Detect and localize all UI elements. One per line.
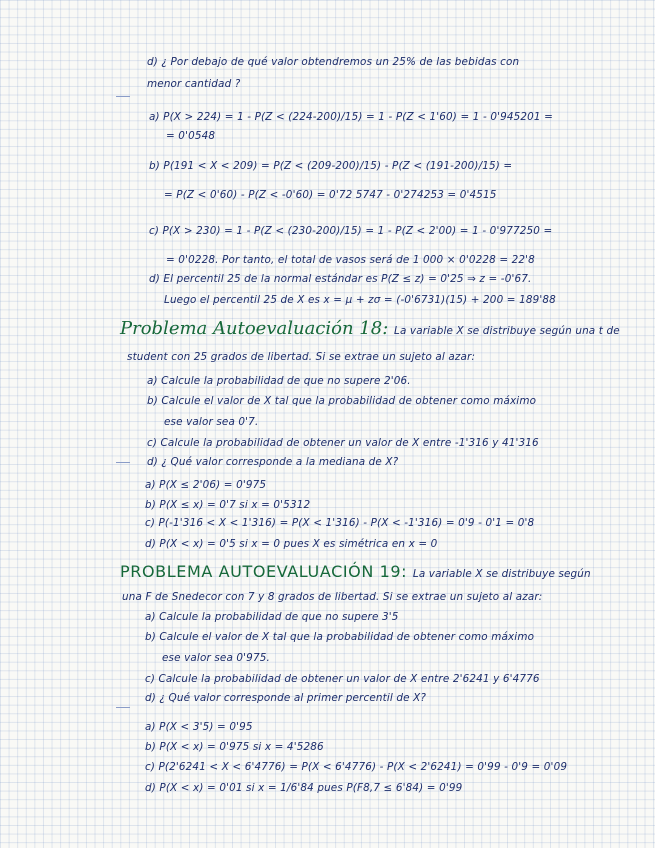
text-line: d) P(X < x) = 0'01 si x = 1/6'84 pues P(F8,7 ≤ 6'84) = 0'99: [145, 782, 463, 794]
text-line: student con 25 grados de libertad. Si se extrae un sujeto al azar:: [127, 351, 476, 363]
text-line: c) Calcule la probabilidad de obtener un valor de X entre -1'316 y 41'316: [147, 437, 539, 449]
text-line: d) P(X < x) = 0'5 si x = 0 pues X es simétrica en x = 0: [145, 538, 438, 550]
text-line: a) P(X < 3'5) = 0'95: [145, 721, 253, 733]
problem-18-heading: Problema Autoevaluación 18:: [120, 318, 389, 339]
text-line: b) Calcule el valor de X tal que la probabilidad de obtener como máximo: [147, 395, 537, 407]
text-line: c) P(X > 230) = 1 - P(Z < (230-200)/15) = 1 - P(Z < 2'00) = 1 - 0'977250 =: [149, 225, 553, 237]
text-line: menor cantidad ?: [147, 78, 241, 90]
text-line: c) Calcule la probabilidad de obtener un valor de X entre 2'6241 y 6'4776: [145, 673, 540, 685]
text-line: a) Calcule la probabilidad de que no supere 2'06.: [147, 375, 411, 387]
margin-mark: [116, 96, 130, 97]
text-line: a) Calcule la probabilidad de que no supere 3'5: [145, 611, 399, 623]
text-line: una F de Snedecor con 7 y 8 grados de libertad. Si se extrae un sujeto al azar:: [122, 591, 543, 603]
text-line: d) ¿ Qué valor corresponde a la mediana de X?: [147, 456, 399, 468]
text-line: b) P(191 < X < 209) = P(Z < (209-200)/15) - P(Z < (191-200)/15) =: [149, 160, 513, 172]
text-line: a) P(X > 224) = 1 - P(Z < (224-200)/15) = 1 - P(Z < 1'60) = 1 - 0'945201 =: [149, 111, 553, 123]
margin-mark: [116, 462, 130, 463]
problem-19-intro: La variable X se distribuye según: [412, 568, 591, 580]
text-line: = 0'0228. Por tanto, el total de vasos será de 1 000 × 0'0228 = 22'8: [166, 254, 535, 266]
problem-19-heading: PROBLEMA AUTOEVALUACIÓN 19:: [120, 562, 408, 581]
text-line: b) P(X < x) = 0'975 si x = 4'5286: [145, 741, 324, 753]
text-line: d) ¿ Qué valor corresponde al primer percentil de X?: [145, 692, 427, 704]
text-line: ese valor sea 0'7.: [164, 416, 259, 428]
text-line: = P(Z < 0'60) - P(Z < -0'60) = 0'72 5747 - 0'274253 = 0'4515: [164, 189, 497, 201]
problem-19-title: [120, 562, 591, 581]
text-line: c) P(-1'316 < X < 1'316) = P(X < 1'316) - P(X < -1'316) = 0'9 - 0'1 = 0'8: [145, 517, 535, 529]
text-line: a) P(X ≤ 2'06) = 0'975: [145, 479, 267, 491]
problem-18-intro: La variable X se distribuye según una t de: [394, 325, 620, 337]
text-line: ese valor sea 0'975.: [162, 652, 270, 664]
text-line: d) ¿ Por debajo de qué valor obtendremos un 25% de las bebidas con: [147, 56, 520, 68]
margin-mark: [116, 707, 130, 708]
text-line: b) P(X ≤ x) = 0'7 si x = 0'5312: [145, 499, 311, 511]
text-line: c) P(2'6241 < X < 6'4776) = P(X < 6'4776) - P(X < 2'6241) = 0'99 - 0'9 = 0'09: [145, 761, 568, 773]
text-line: b) Calcule el valor de X tal que la probabilidad de obtener como máximo: [145, 631, 535, 643]
text-line: = 0'0548: [166, 130, 216, 142]
text-line: d) El percentil 25 de la normal estándar es P(Z ≤ z) = 0'25 ⇒ z = -0'67.: [149, 273, 532, 285]
problem-18-title: [120, 318, 620, 339]
text-line: Luego el percentil 25 de X es x = μ + zσ = (-0'6731)(15) + 200 = 189'88: [164, 294, 556, 306]
